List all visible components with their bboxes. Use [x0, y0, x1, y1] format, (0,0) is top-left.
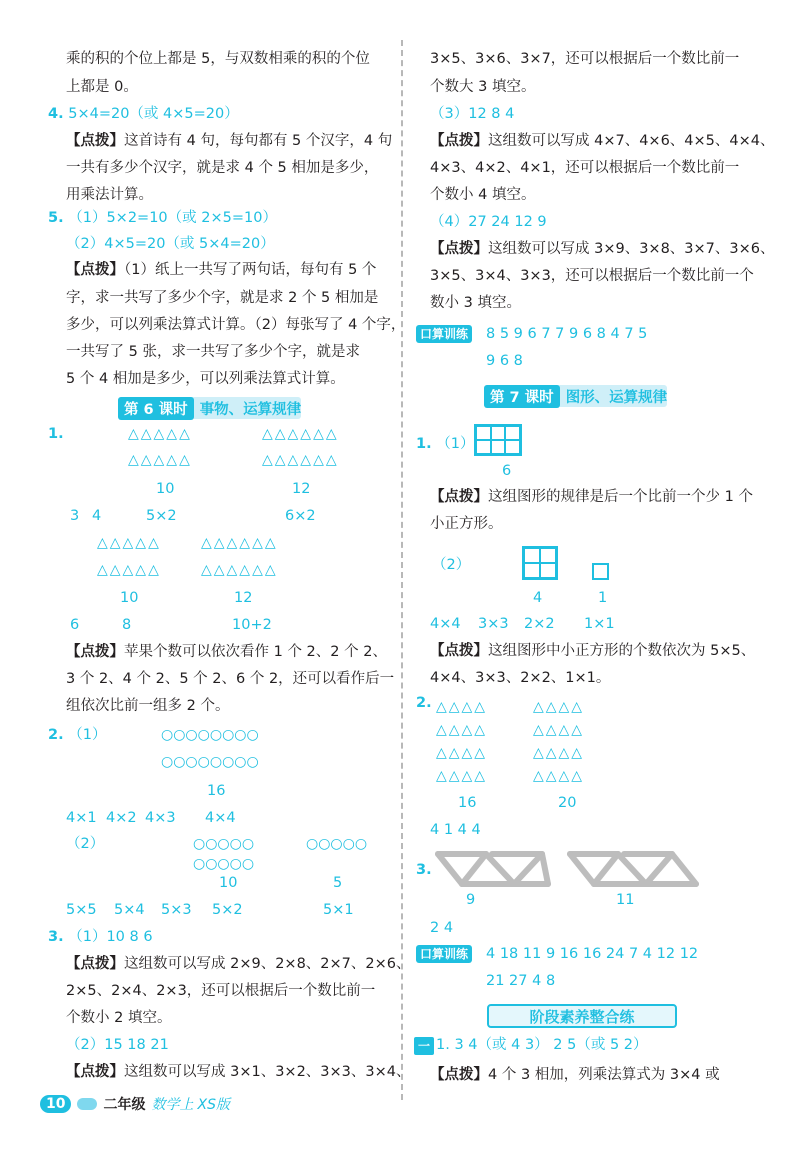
value: 10+2 — [232, 617, 272, 633]
value: 9 — [466, 892, 476, 908]
value: 3×3 — [478, 616, 509, 632]
text-line: 3×5、3×6、3×7，还可以根据后一个数比前一 — [430, 51, 740, 67]
triangle-row: △△△△ — [436, 722, 488, 738]
text-line: 3×5、3×4、3×3，还可以根据后一个数比前一个 — [430, 268, 754, 284]
question-label: （2） — [66, 836, 105, 852]
answer-line: 5. （1）5×2=10（或 2×5=10） — [48, 210, 277, 226]
value: 2×2 — [524, 616, 555, 632]
question-number: 4. — [48, 106, 64, 122]
value: 5×3 — [161, 902, 192, 918]
stage-practice-banner: 阶段素养整合练 — [487, 1004, 677, 1028]
answer-line: 8 5 9 6 7 7 9 6 8 4 7 5 — [486, 326, 648, 342]
text-line: 一共写了 5 张，求一共写了多少个字，就是求 — [66, 344, 360, 360]
question-label: 2. （1） — [48, 727, 107, 743]
triangle-row: △△△△ — [533, 722, 585, 738]
question-number: 2. — [416, 695, 432, 711]
answer-line: 2 4 — [430, 920, 454, 936]
text-line: 4×3、4×2、4×1，还可以根据后一个数比前一 — [430, 160, 740, 176]
tip-line: 【点拨】这组图形的规律是后一个比前一个少 1 个 — [430, 489, 753, 505]
answer-line: 4 18 11 9 16 16 24 7 4 12 12 — [486, 946, 699, 962]
tip-line: 【点拨】这组数可以写成 3×1、3×2、3×3、3×4、 — [66, 1064, 411, 1080]
value: 10 — [156, 481, 175, 497]
question-label: （2） — [432, 557, 471, 573]
square-grid — [474, 424, 522, 456]
square-grid — [592, 563, 609, 580]
triangle-row: △△△△ — [533, 768, 585, 784]
value: 6 — [502, 463, 512, 479]
lesson-7-banner: 第 7 课时 图形、运算规律 — [484, 385, 667, 407]
lesson-title: 事物、运算规律 — [199, 401, 302, 418]
text-line: 个数小 4 填空。 — [430, 187, 536, 203]
tip-line: 【点拨】这组图形中小正方形的个数依次为 5×5、 — [430, 643, 756, 659]
value: 4×2 — [106, 810, 137, 826]
question-label: 1. （1） — [416, 436, 475, 452]
circle-row: ○○○○○ — [193, 836, 255, 852]
grade-label: 二年级 — [103, 1097, 146, 1113]
value: 4 — [533, 590, 543, 606]
answer-line: 21 27 4 8 — [486, 973, 556, 989]
value: 20 — [558, 795, 577, 811]
text-line: 字，求一共写了多少个字，就是求 2 个 5 相加是 — [66, 290, 379, 306]
value: 4×3 — [145, 810, 176, 826]
tip-line: 【点拨】（1）纸上一共写了两句话，每句有 5 个 — [66, 262, 377, 278]
value: 4×4 — [205, 810, 236, 826]
text-line: 小正方形。 — [430, 516, 503, 532]
text-line: 一共有多少个汉字，就是求 4 个 5 相加是多少， — [66, 160, 379, 176]
triangle-row: △△△△△△ — [201, 535, 278, 551]
triangle-row: △△△△△ — [97, 535, 161, 551]
value: 5×4 — [114, 902, 145, 918]
text-line: 乘的积的个位上都是 5，与双数相乘的积的个位 — [66, 51, 370, 67]
square-grid — [522, 546, 558, 580]
triangle-row: △△△△ — [436, 768, 488, 784]
page-number: 10 — [40, 1095, 71, 1113]
oral-calc-tag: 口算训练 — [416, 325, 472, 343]
text-line: 组依次比前一组多 2 个。 — [66, 698, 230, 714]
matchstick-triangles — [432, 848, 702, 888]
answer-line: 4 1 4 4 — [430, 822, 481, 838]
text-line: 2×5、2×4、2×3，还可以根据后一个数比前一 — [66, 983, 376, 999]
matchstick-group-1 — [438, 854, 548, 884]
tip-label: 【点拨】 — [66, 133, 124, 149]
tip-line: 【点拨】这首诗有 4 句，每句都有 5 个汉字，4 句 — [66, 133, 393, 149]
tip-line: 【点拨】这组数可以写成 4×7、4×6、4×5、4×4、 — [430, 133, 775, 149]
answer-line: （2）15 18 21 — [66, 1037, 169, 1053]
question-number: 1. — [48, 426, 64, 442]
text-line: 用乘法计算。 — [66, 187, 153, 203]
value: 12 — [292, 481, 311, 497]
triangle-row: △△△△ — [533, 699, 585, 715]
value: 4×1 — [66, 810, 97, 826]
section-tag: 一 — [414, 1037, 434, 1055]
value: 16 — [207, 783, 226, 799]
circle-row: ○○○○○○○○ — [161, 754, 259, 770]
value: 4×4 — [430, 616, 461, 632]
value: 10 — [120, 590, 139, 606]
text-line: 上都是 0。 — [66, 79, 138, 95]
value: 6 — [70, 617, 80, 633]
answer-line: 3. （1）10 8 6 — [48, 929, 153, 945]
circle-row: ○○○○○○○○ — [161, 727, 259, 743]
answer-line: 9 6 8 — [486, 353, 523, 369]
lesson-tag: 第 6 课时 — [118, 397, 194, 420]
circle-row: ○○○○○ — [193, 856, 255, 872]
column-divider — [401, 40, 403, 1100]
text-line: 4×4、3×3、2×2、1×1。 — [430, 670, 611, 686]
triangle-row: △△△△△△ — [262, 426, 339, 442]
value: 11 — [616, 892, 635, 908]
answer-line: （4）27 24 12 9 — [430, 214, 547, 230]
triangle-row: △△△△ — [436, 699, 488, 715]
value: 5 — [333, 875, 343, 891]
triangle-row: △△△△△△ — [201, 562, 278, 578]
text-line: 3 个 2、4 个 2、5 个 2、6 个 2，还可以看作后一 — [66, 671, 395, 687]
circle-row: ○○○○○ — [306, 836, 368, 852]
text-line: 多少，可以列乘法算式计算。（2）每张写了 4 个字， — [66, 317, 406, 333]
value: 5×2 — [212, 902, 243, 918]
value: 5×1 — [323, 902, 354, 918]
value: 3 — [70, 508, 80, 524]
triangle-row: △△△△△ — [128, 426, 192, 442]
answer-line: 1. 3 4（或 4 3） 2 5（或 5 2） — [436, 1037, 648, 1053]
subject-label: 数学上 — [151, 1097, 194, 1113]
value: 5×2 — [146, 508, 177, 524]
value: 16 — [458, 795, 477, 811]
value: 12 — [234, 590, 253, 606]
question-number: 3. — [416, 862, 432, 878]
triangle-row: △△△△△ — [97, 562, 161, 578]
value: 4 — [92, 508, 102, 524]
tip-line: 【点拨】苹果个数可以依次看作 1 个 2、2 个 2、 — [66, 644, 387, 660]
value: 5×5 — [66, 902, 97, 918]
answer: 5×4=20（或 4×5=20） — [68, 106, 239, 122]
tip-line: 【点拨】这组数可以写成 3×9、3×8、3×7、3×6、 — [430, 241, 775, 257]
tip-line: 【点拨】4 个 3 相加，列乘法算式为 3×4 或 — [430, 1067, 720, 1083]
tip-line: 【点拨】这组数可以写成 2×9、2×8、2×7、2×6、 — [66, 956, 411, 972]
lesson-6-banner — [118, 397, 301, 419]
answer-line: （2）4×5=20（或 5×4=20） — [66, 236, 275, 252]
answer-line — [48, 104, 239, 124]
value: 8 — [122, 617, 132, 633]
triangle-row: △△△△△ — [128, 452, 192, 468]
text-line: 5 个 4 相加是多少，可以列乘法算式计算。 — [66, 371, 345, 387]
value: 10 — [219, 875, 238, 891]
matchstick-group-2 — [570, 854, 696, 884]
value: 6×2 — [285, 508, 316, 524]
text-line: 数小 3 填空。 — [430, 295, 521, 311]
triangle-row: △△△△ — [436, 745, 488, 761]
answer-line: （3）12 8 4 — [430, 106, 515, 122]
brand-logo — [77, 1098, 97, 1110]
page-footer — [40, 1092, 230, 1116]
edition-label: XS版 — [197, 1097, 230, 1113]
oral-calc-tag: 口算训练 — [416, 945, 472, 963]
text-line: 个数小 2 填空。 — [66, 1010, 172, 1026]
triangle-row: △△△△ — [533, 745, 585, 761]
value: 1 — [598, 590, 608, 606]
text-line: 个数大 3 填空。 — [430, 79, 536, 95]
triangle-row: △△△△△△ — [262, 452, 339, 468]
value: 1×1 — [584, 616, 615, 632]
